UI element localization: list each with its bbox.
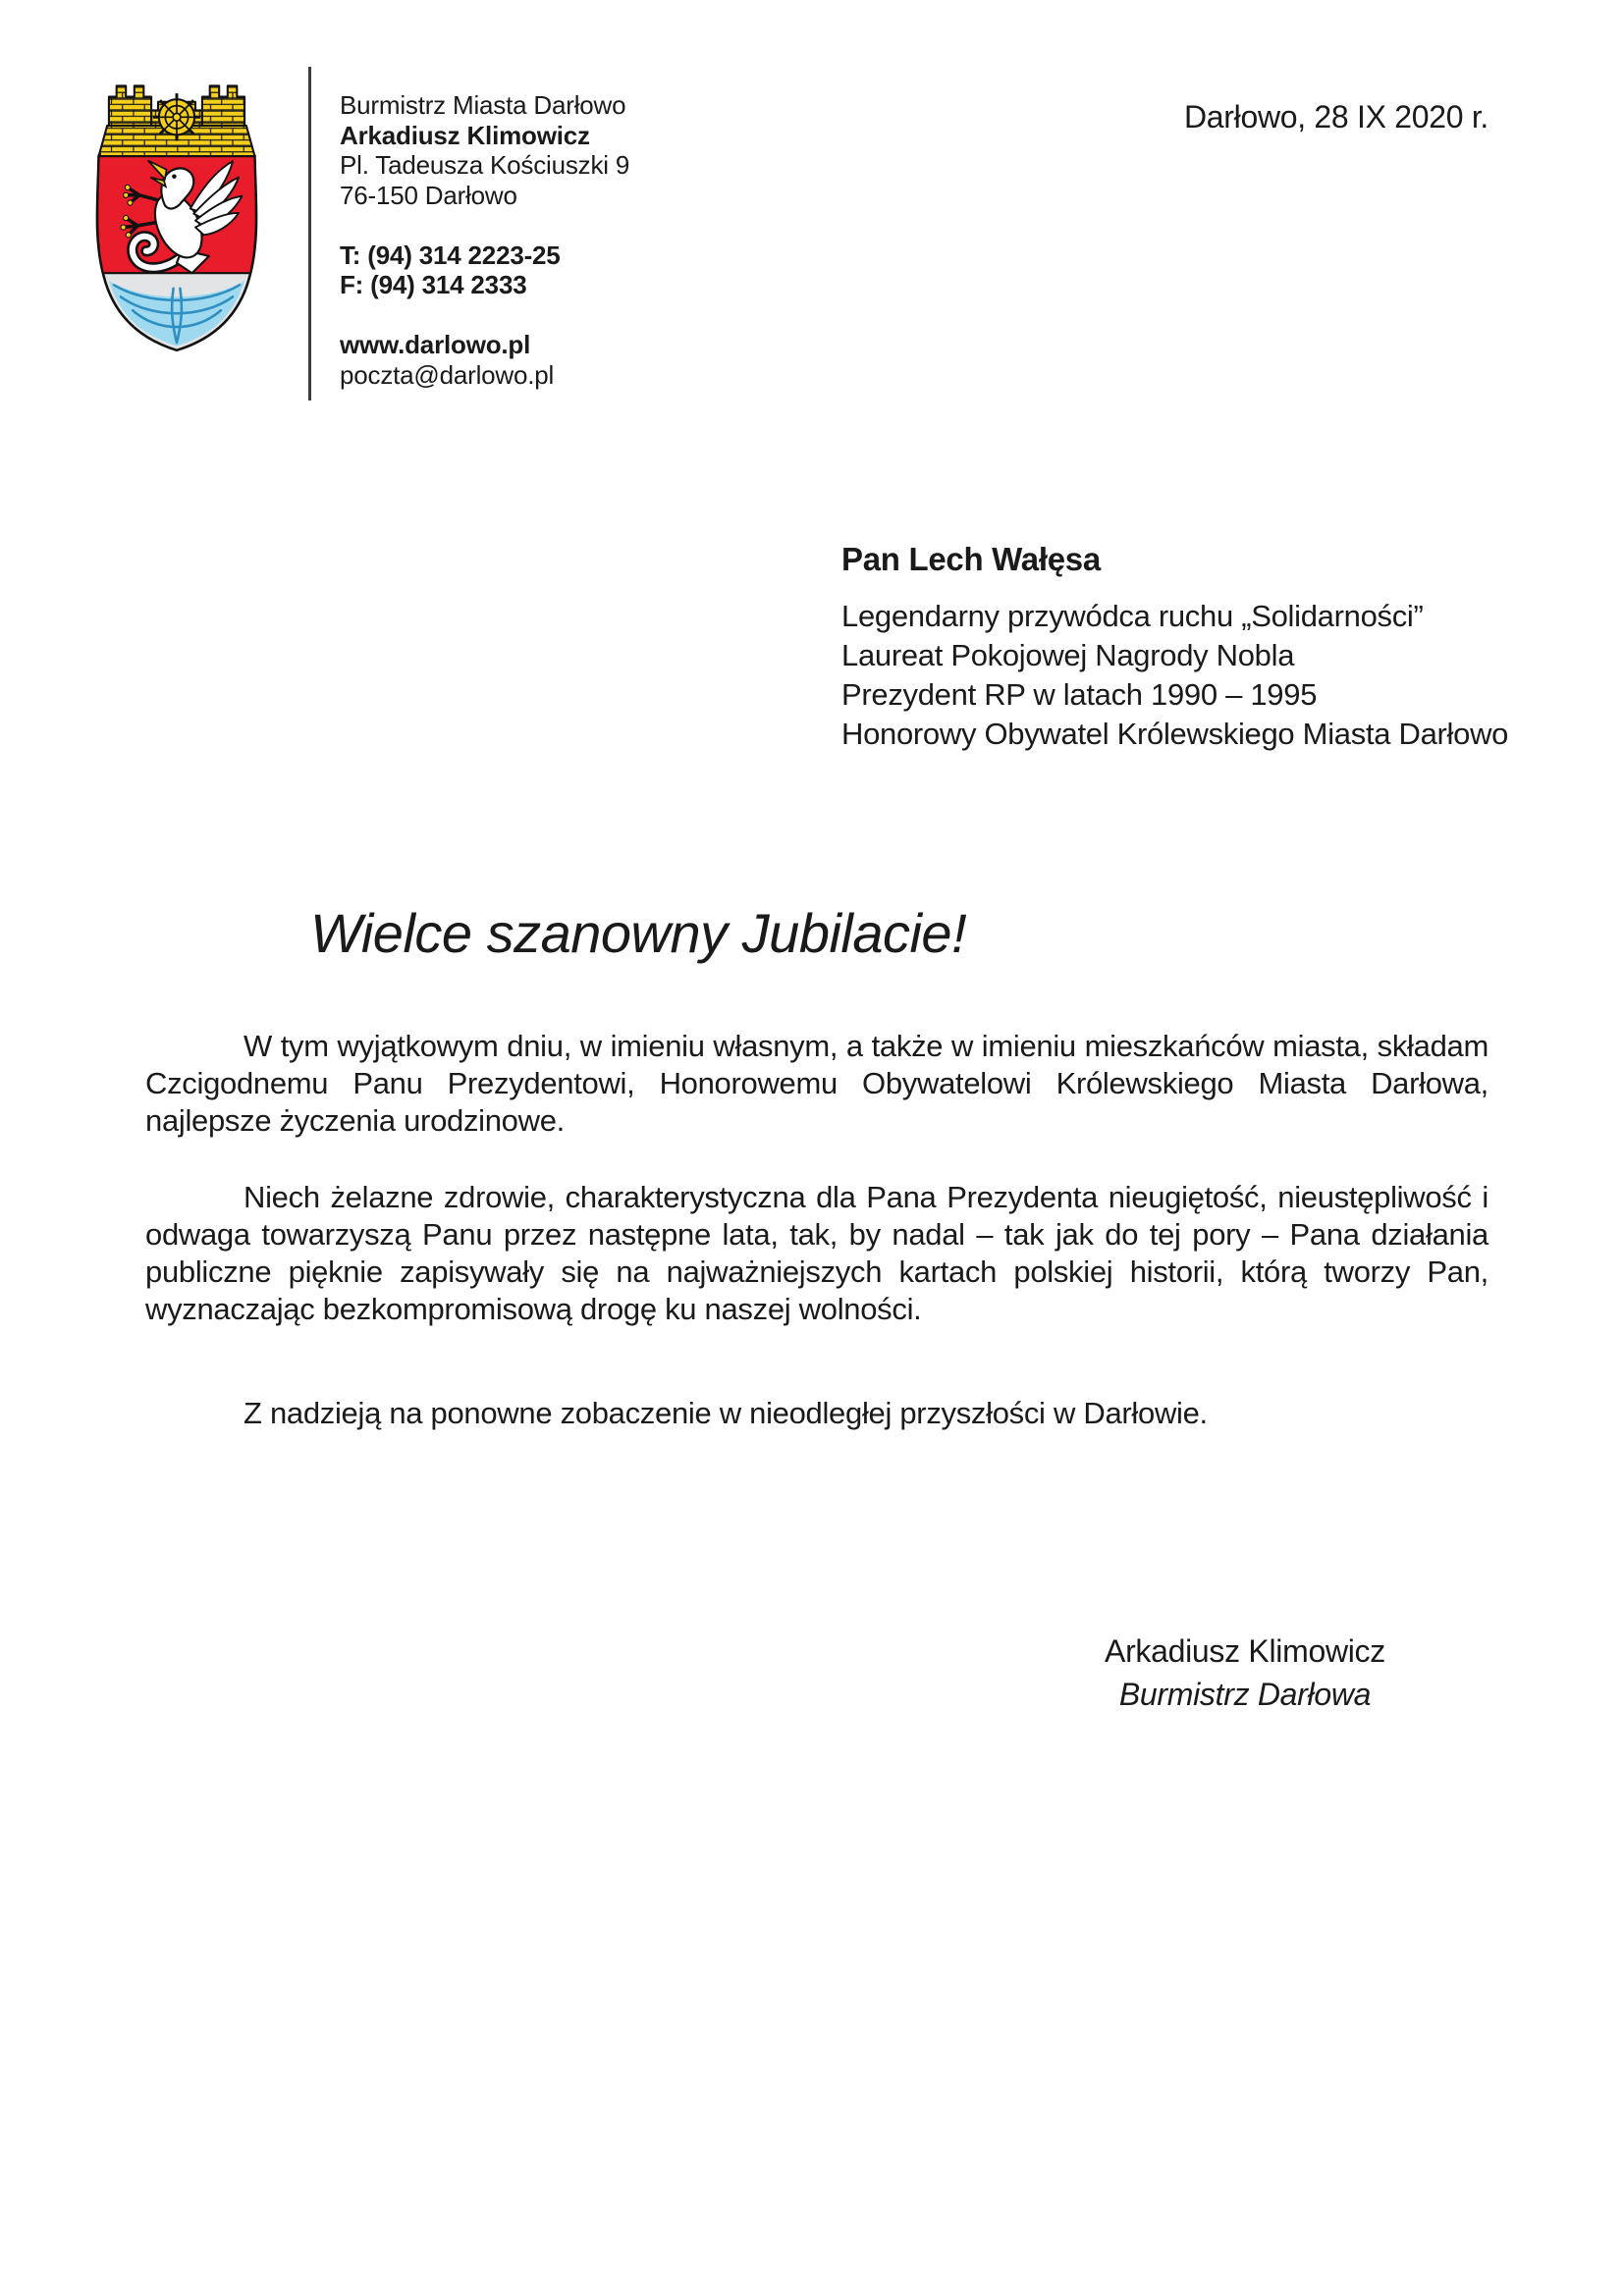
salutation: Wielce szanowny Jubilacie! [310, 902, 967, 964]
sender-title: Burmistrz Miasta Darłowo [340, 90, 626, 120]
signature-block [1000, 1629, 1490, 1716]
sender-block [340, 90, 629, 390]
sender-address-line1: Pl. Tadeusza Kościuszki 9 [340, 150, 630, 180]
sender-fax: F: (94) 314 2333 [340, 270, 527, 299]
recipient-name: Pan Lech Wałęsa [841, 541, 1101, 577]
signature-name: Arkadiusz Klimowicz [1105, 1633, 1385, 1669]
sender-email: poczta@darlowo.pl [340, 359, 555, 390]
spacer [340, 300, 629, 331]
paragraph: Z nadzieją na ponowne zobaczenie w nieodległej przyszłości w Darłowie. [243, 1396, 1208, 1430]
sender-name: Arkadiusz Klimowicz [340, 120, 590, 150]
paragraph: W tym wyjątkowym dniu, w imieniu własnym, a także w imieniu mieszkańców miasta, składam Czcigodnemu Panu Prezydentowi, Honorowemu Obywatelowi Królewskiego Miasta Darłowa, najlepsze życzenia urodzinowe. [145, 1029, 1488, 1138]
signature-title: Burmistrz Darłowa [1118, 1677, 1372, 1712]
recipient-block [841, 538, 1508, 754]
sender-address-line2: 76-150 Darłowo [340, 180, 517, 210]
paragraph: Niech żelazne zdrowie, charakterystyczna dla Pana Prezydenta nieugiętość, nieustępliwość i odwaga towarzyszą Panu przez następne lata, tak, by nadal – tak jak do tej pory – Pana działania publiczne pięknie zapisywały się na najważniejszych kartach polskiej historii, którą tworzy Pan, wyznaczając bezkompromisową drogę ku naszej wolności. [145, 1180, 1488, 1326]
recipient-line: Honorowy Obywatel Królewskiego Miasta Darłowo [841, 717, 1509, 751]
ship-wheel-icon [153, 93, 200, 140]
sender-website: www.darlowo.pl [340, 330, 531, 359]
date-line: Darłowo, 28 IX 2020 r. [1183, 99, 1488, 134]
spacer [340, 210, 629, 240]
recipient-line: Laureat Pokojowej Nagrody Nobla [841, 638, 1295, 672]
recipient-line: Legendarny przywódca ruchu „Solidarności” [841, 599, 1424, 633]
recipient-line: Prezydent RP w latach 1990 – 1995 [841, 677, 1318, 712]
sender-phone: T: (94) 314 2223-25 [340, 240, 561, 270]
darlowo-coat-of-arms-icon [83, 75, 270, 356]
letter-body [145, 1028, 1488, 1432]
header-divider [308, 67, 311, 400]
